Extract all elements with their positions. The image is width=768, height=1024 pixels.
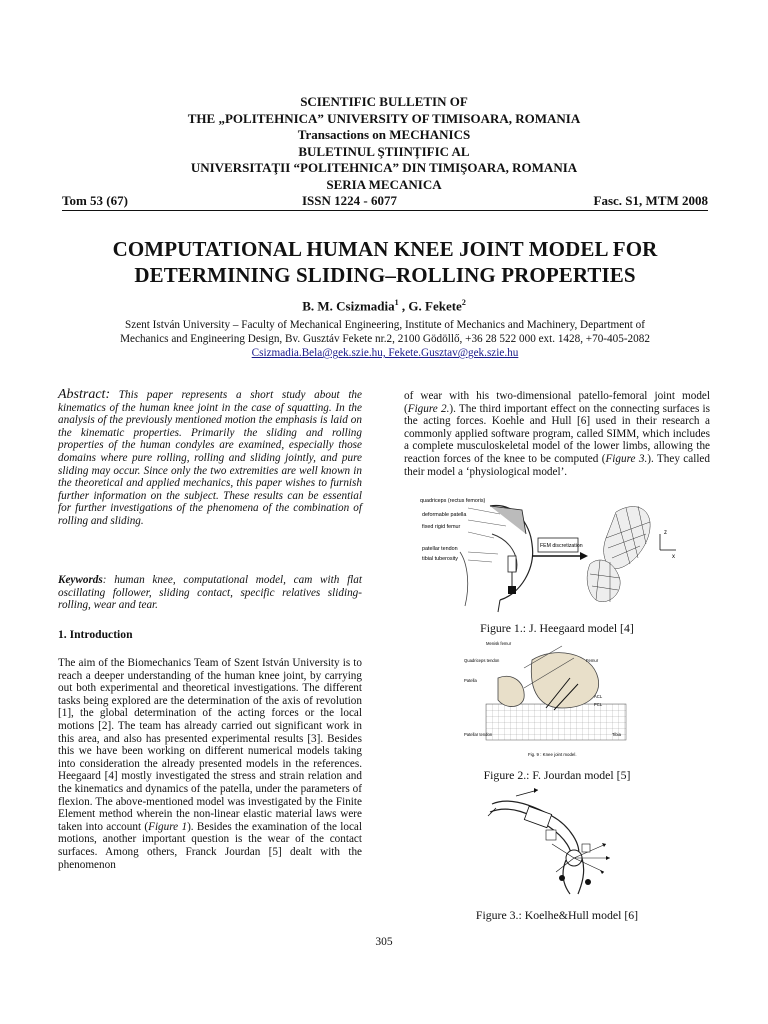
rc-text: ). The third important effect on the connecting surfaces is the acting forces. Koehle and Hull [6] used in their research a commonly applied software program, called SIMM, which includes a complete musculoskeletal model of the lower limbs, allowing the reaction forces of the knee to be computed ( (404, 402, 710, 465)
fig1-label: FEM discretization (540, 543, 583, 549)
fig2-label: Patellar tendon (464, 732, 493, 737)
title-line: COMPUTATIONAL HUMAN KNEE JOINT MODEL FOR (112, 237, 658, 261)
title-line: DETERMINING SLIDING–ROLLING PROPERTIES (134, 263, 636, 287)
header-rule (62, 210, 708, 211)
figure-3-reference[interactable]: Figure 3. (605, 452, 648, 465)
authors (0, 298, 768, 314)
affiliation (70, 318, 700, 360)
fig1-label: patellar tendon (422, 546, 458, 552)
fig2-label: Femur (586, 658, 599, 663)
figure-3-caption: Figure 3.: Koelhe&Hull model [6] (475, 908, 639, 922)
fascicle: Fasc. S1, MTM 2008 (593, 193, 708, 208)
author-2-affil: 2 (461, 298, 466, 307)
fig1-label: quadriceps (rectus femoris) (420, 498, 486, 504)
fig1-label: deformable patella (422, 512, 467, 518)
author-2: G. Fekete (408, 298, 462, 314)
figure-2-caption: Figure 2.: F. Jourdan model [5] (483, 768, 631, 782)
issn: ISSN 1224 - 6077 (302, 193, 397, 208)
author-1-affil: 1 (394, 298, 399, 307)
header-line: Transactions on MECHANICS (297, 127, 471, 142)
fig2-label: Quadriceps tendon (464, 658, 500, 663)
figure-2-reference[interactable]: Figure 2. (407, 402, 450, 415)
intro-text: The aim of the Biomechanics Team of Szent István University is to reach a deeper understanding of the human knee joint, by carrying out both experimental and theoretical investigations. The different tasks being explored are the determination of the axis of revolution [1], the global determination of the acting forces or the local motions [2]. The team has already carried out significant work in this area, and also has presented experimental results [3]. Besides this we have been working on different numerical models taking into consideration the already presented models in the references. Heegaard [4] mostly investigated the stress and strain relation and the kinematics and dynamics of the patella, under the parameters of flexion. The above-mentioned model was investigated by the Finite Element method wherein the non-linear elastic material laws were taken into account ( (58, 657, 362, 833)
fig2-label: Patella (464, 678, 477, 683)
intro-text-continued: ). Besides the examination of the local motions, another important question is the wear of the contact surfaces. Among others, Franck Jourdan [5] dealt with the phenomenon (58, 820, 362, 871)
header-line: SCIENTIFIC BULLETIN OF (300, 94, 468, 109)
figure-2-jourdan-model (462, 638, 648, 764)
affiliation-line: Szent István University – Faculty of Mechanical Engineering, Institute of Mechanics and Machinery, Department of (125, 319, 645, 331)
rc-text: ). They called their model a ‘physiological model’. (404, 452, 710, 478)
header-line: BULETINUL ŞTIINŢIFIC AL (298, 143, 470, 159)
paper-title (40, 236, 730, 288)
header-line: THE „POLITEHNICA” UNIVERSITY OF TIMISOARA, ROMANIA (187, 110, 581, 126)
figure-1-caption: Figure 1.: J. Heegaard model [4] (480, 621, 634, 635)
header-line: UNIVERSITAŢII “POLITEHNICA” DIN TIMIŞOARA, ROMANIA (190, 160, 578, 175)
svg-text:x: x (672, 554, 675, 560)
fig2-label: Menisk femur (486, 641, 512, 646)
fig1-label: tibial tuberosity (422, 556, 458, 562)
email-links[interactable]: Csizmadia.Bela@gek.szie.hu, Fekete.Gusztav@gek.szie.hu (251, 347, 519, 359)
header-line: SERIA MECANICA (326, 176, 442, 192)
figure-3-koehle-hull-model (486, 786, 636, 896)
fig2-subcaption: Fig. 9 : Knee joint model. (528, 752, 577, 757)
affiliation-line: Mechanics and Engineering Design, Bv. Gusztáv Fekete nr.2, 2100 Gödöllő, +36 28 522 000 ext. 1428, +70-405-2082 (120, 333, 650, 345)
author-separator: , (398, 298, 409, 314)
page-number: 305 (375, 936, 393, 948)
volume-number: Tom 53 (67) (62, 193, 128, 208)
keywords-label: Keywords (58, 574, 103, 586)
keywords (58, 574, 362, 612)
abstract-text: This paper represents a short study about the kinematics of the human knee joint in the case of squatting. In the analysis of the previously mentioned motion the emphasis is laid on the kinematic properties. Primarily the sliding and rolling properties of the human condyles are examined, especially those domains where pure rolling, rolling and sliding jointly, and pure sliding may occur. Since only the two extremities are well known in the theoretical and applied mechanics, this paper wishes to furnish further information on the subject. These results can be essential for further investigations of the phenomena of the combination of rolling and sliding. (58, 389, 362, 527)
right-column-text (404, 390, 710, 478)
rc-text: of wear with his two-dimensional patello-femoral joint model ( (404, 390, 710, 415)
fig2-label: Tibia (612, 732, 621, 737)
journal-header (0, 94, 768, 193)
abstract (58, 389, 362, 528)
author-1: B. M. Csizmadia (302, 298, 395, 314)
fig1-label: fixed rigid femur (422, 524, 461, 530)
keywords-text: : human knee, computational model, cam with flat oscillating follower, sliding contact, specific relatives sliding-rolling, wear and tear. (58, 574, 362, 612)
figure-1-reference[interactable]: Figure 1 (148, 820, 188, 833)
section-heading: 1. Introduction (58, 628, 133, 641)
abstract-label: Abstract: (58, 387, 111, 402)
svg-text:z: z (664, 530, 667, 536)
intro-paragraph (58, 657, 362, 871)
fig2-label: PCL (594, 702, 603, 707)
fig2-label: ACL (594, 694, 603, 699)
figure-1-heegaard-model (420, 494, 682, 614)
